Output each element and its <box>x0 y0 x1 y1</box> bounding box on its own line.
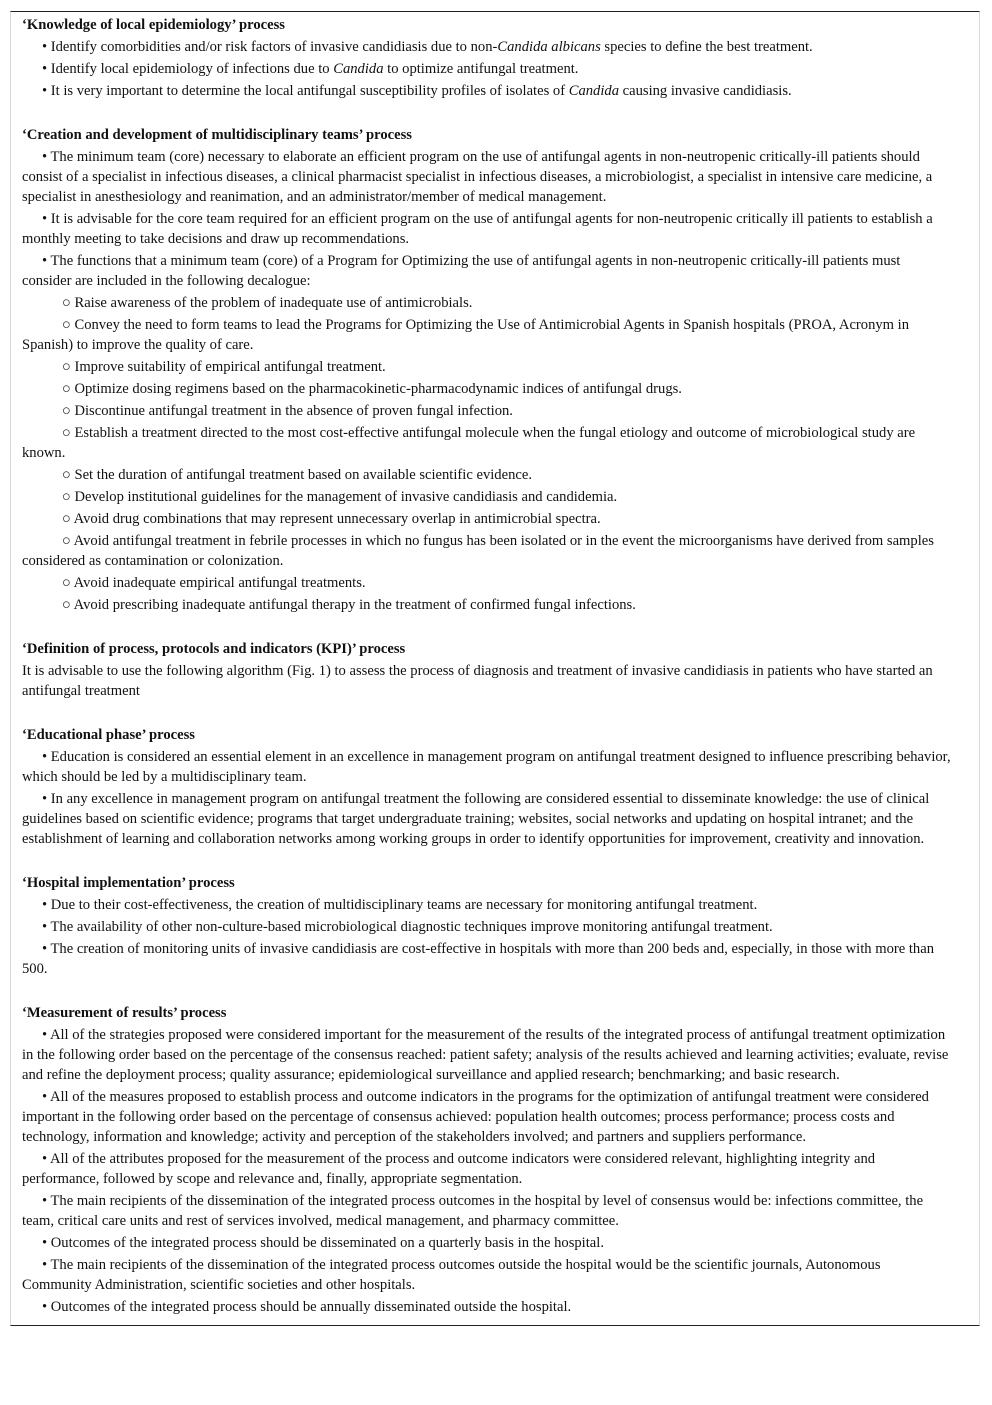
list-item: • The creation of monitoring units of invasive candidiasis are cost-effective in hospitals with more than 200 beds and, especially, in those with more than 500. <box>22 941 934 977</box>
section-heading: ‘Hospital implementation’ process <box>22 875 235 891</box>
section-multidisciplinary-teams <box>22 125 951 615</box>
list-item: • Education is considered an essential element in an excellence in management program on antifungal treatment designed to influence prescribing behavior, which should be led by a multidisciplinary team. <box>22 749 951 785</box>
sub-list-item: ○ Avoid drug combinations that may represent unnecessary overlap in antimicrobial spectra. <box>62 511 601 527</box>
section-educational-phase <box>22 725 951 849</box>
sub-list-item: ○ Raise awareness of the problem of inadequate use of antimicrobials. <box>62 295 473 311</box>
sub-list-item: ○ Avoid prescribing inadequate antifungal therapy in the treatment of confirmed fungal infections. <box>62 597 636 613</box>
list-item: • The main recipients of the dissemination of the integrated process outcomes outside the hospital would be the scientific journals, Autonomous Community Administration, scientific societies and other hospitals. <box>22 1257 881 1293</box>
list-item: • All of the strategies proposed were considered important for the measurement of the results of the integrated process of antifungal treatment optimization in the following order based on the percentage of the consensus reached: patient safety; analysis of the results achieved and learning activities; evaluate, revise and refine the deployment process; quality assurance; epidemiological surveillance and applied research; benchmarking; and basic research. <box>22 1027 949 1083</box>
sub-list-item: ○ Develop institutional guidelines for the management of invasive candidiasis and candidemia. <box>62 489 618 505</box>
sub-list-item: ○ Set the duration of antifungal treatment based on available scientific evidence. <box>62 467 532 483</box>
section-paragraph: It is advisable to use the following algorithm (Fig. 1) to assess the process of diagnosis and treatment of invasive candidiasis in patients who have started an antifungal treatment <box>22 663 933 699</box>
sub-list-item: ○ Avoid inadequate empirical antifungal treatments. <box>62 575 366 591</box>
list-item: • The main recipients of the dissemination of the integrated process outcomes in the hospital by level of consensus would be: infections committee, the team, critical care units and rest of services involved, medical management, and pharmacy committee. <box>22 1193 924 1229</box>
list-item: • The functions that a minimum team (core) of a Program for Optimizing the use of antifungal agents in non-neutropenic critically-ill patients must consider are included in the following decalogue: <box>22 253 901 289</box>
sub-list-item: ○ Establish a treatment directed to the most cost-effective antifungal molecule when the fungal etiology and outcome of microbiological study are known. <box>22 425 916 461</box>
sub-list-item: ○ Avoid antifungal treatment in febrile processes in which no fungus has been isolated or in the event the microorganisms have derived from samples considered as contamination or colonization. <box>22 533 934 569</box>
list-item: • Identify local epidemiology of infections due to Candida to optimize antifungal treatment. <box>42 61 579 77</box>
section-heading: ‘Knowledge of local epidemiology’ process <box>22 17 285 33</box>
list-item: • Outcomes of the integrated process should be disseminated on a quarterly basis in the hospital. <box>42 1235 604 1251</box>
list-item: • Outcomes of the integrated process should be annually disseminated outside the hospital. <box>42 1299 572 1315</box>
sub-list-item: ○ Optimize dosing regimens based on the pharmacokinetic-pharmacodynamic indices of antifungal drugs. <box>62 381 682 397</box>
section-local-epidemiology <box>22 15 951 101</box>
section-heading: ‘Educational phase’ process <box>22 727 195 743</box>
list-item: • The minimum team (core) necessary to elaborate an efficient program on the use of antifungal agents in non-neutropenic critically-ill patients should consist of a specialist in infectious diseases, a clinical pharmacist specialist in infectious diseases, a microbiologist, a specialist in intensive care medicine, a specialist in anesthesiology and reanimation, and an administrator/member of medical management. <box>22 149 933 205</box>
recommendations-table <box>10 11 980 1326</box>
list-item: • Due to their cost-effectiveness, the creation of multidisciplinary teams are necessary for monitoring antifungal treatment. <box>42 897 758 913</box>
list-item: • It is advisable for the core team required for an efficient program on the use of antifungal agents for non-neutropenic critically ill patients to establish a monthly meeting to take decisions and draw up recommendations. <box>22 211 933 247</box>
section-definition-kpi <box>22 639 951 701</box>
list-item: • The availability of other non-culture-based microbiological diagnostic techniques improve monitoring antifungal treatment. <box>42 919 773 935</box>
list-item: • All of the measures proposed to establish process and outcome indicators in the programs for the optimization of antifungal treatment were considered important in the following order based on the percentage of consensus achieved: population health outcomes; process performance; process costs and technology, information and knowledge; activity and perception of the stakeholders involved; and partners and suppliers performance. <box>22 1089 929 1145</box>
list-item: • In any excellence in management program on antifungal treatment the following are considered essential to disseminate knowledge: the use of clinical guidelines based on scientific evidence; programs that target undergraduate training; websites, social networks and updating on hospital intranet; and the establishment of learning and collaboration networks among working groups in order to identify opportunities for improvement, creativity and innovation. <box>22 791 930 847</box>
section-heading: ‘Measurement of results’ process <box>22 1005 227 1021</box>
list-item: • Identify comorbidities and/or risk factors of invasive candidiasis due to non-Candida albicans species to define the best treatment. <box>42 39 813 55</box>
section-heading: ‘Creation and development of multidisciplinary teams’ process <box>22 127 412 143</box>
section-heading: ‘Definition of process, protocols and indicators (KPI)’ process <box>22 641 406 657</box>
sub-list-item: ○ Discontinue antifungal treatment in the absence of proven fungal infection. <box>62 403 513 419</box>
sub-list-item: ○ Convey the need to form teams to lead the Programs for Optimizing the Use of Antimicrobial Agents in Spanish hospitals (PROA, Acronym in Spanish) to improve the quality of care. <box>22 317 910 353</box>
list-item: • All of the attributes proposed for the measurement of the process and outcome indicators were considered relevant, highlighting integrity and performance, followed by scope and relevance and, finally, appropriate segmentation. <box>22 1151 876 1187</box>
sub-list-item: ○ Improve suitability of empirical antifungal treatment. <box>62 359 386 375</box>
section-hospital-implementation <box>22 873 951 979</box>
list-item: • It is very important to determine the local antifungal susceptibility profiles of isolates of Candida causing invasive candidiasis. <box>42 83 792 99</box>
section-measurement-results <box>22 1003 951 1317</box>
